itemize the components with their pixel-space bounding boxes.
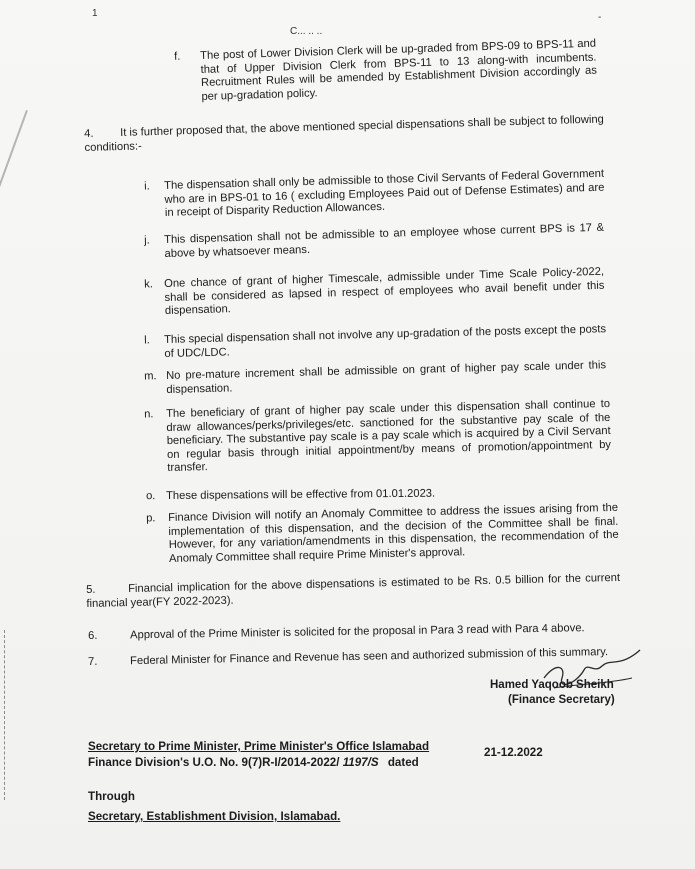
paragraph-number: 4. bbox=[84, 127, 94, 140]
condition-letter: l. bbox=[144, 334, 150, 347]
item-f bbox=[174, 37, 598, 105]
condition-m bbox=[144, 359, 607, 397]
condition-text: Finance Division will notify an Anomaly Committee to address the issues arising from the implementation of this dispensation, and the decision of the Committee shall be final. However, for any variation/amendments in this dispensation, the recommendation of the Anomaly Committee shall require Prime Minister's approval. bbox=[168, 501, 619, 565]
paragraph-text: Financial implication for the above dispensations is estimated to be Rs. 0.5 billion for the current financial year(FY 2022-2023). bbox=[86, 571, 621, 610]
signatory-title: (Finance Secretary) bbox=[508, 694, 615, 706]
condition-letter: m. bbox=[144, 370, 157, 383]
condition-text: No pre-mature increment shall be admissible on grant of higher pay scale under this dispensation. bbox=[166, 359, 607, 396]
condition-text: One chance of grant of higher Timescale, admissible under Time Scale Policy-2022, shall be considered as lapsed in respect of employees who avail benefit under this dispensation. bbox=[164, 265, 605, 318]
condition-p bbox=[146, 501, 619, 567]
condition-letter: p. bbox=[146, 512, 156, 525]
signatory-name: Hamed Yaqoob Sheikh bbox=[490, 679, 614, 691]
condition-text: The dispensation shall only be admissible to those Civil Servants of Federal Government who are in BPS-01 to 16 ( excluding Employees Paid out of Defense Estimates) and are in receipt of Disparity Reduction Allowances. bbox=[164, 167, 605, 220]
paragraph-number: 6. bbox=[88, 629, 98, 642]
header-mark-center: C... .. .. bbox=[290, 26, 323, 37]
condition-text: This dispensation shall not be admissible to an employee whose current BPS is 17 & above by whatsoever means. bbox=[164, 221, 605, 260]
item-letter: f. bbox=[174, 50, 181, 63]
condition-letter: j. bbox=[144, 234, 150, 247]
condition-letter: k. bbox=[144, 278, 154, 291]
paragraph-number: 5. bbox=[86, 583, 96, 596]
item-text: The post of Lower Division Clerk will be up-graded from BPS-09 to BPS-11 and that of Upper Division Clerk from BPS-11 to 13 along-with incumbents. Recruitment Rules will be amended by Establishment Division accordingly as per up-gradation policy. bbox=[200, 37, 598, 103]
paragraph-5 bbox=[86, 572, 620, 611]
paragraph-text: Approval of the Prime Minister is solicited for the proposal in Para 3 read with Para 4 above. bbox=[129, 622, 585, 642]
paragraph-number: 7. bbox=[88, 655, 98, 668]
paragraph-4 bbox=[84, 113, 605, 155]
paragraph-6 bbox=[88, 622, 628, 644]
signature-block bbox=[490, 678, 650, 708]
condition-k bbox=[144, 265, 605, 319]
paragraph-text: It is further proposed that, the above mentioned special dispensations shall be subject to following conditions:- bbox=[84, 113, 604, 154]
via-line: Secretary, Establishment Division, Islamabad. bbox=[88, 810, 341, 823]
dated-label: dated bbox=[387, 756, 419, 769]
condition-text: These dispensations will be effective from 01.01.2023. bbox=[166, 487, 436, 502]
condition-letter: n. bbox=[144, 408, 154, 421]
condition-l bbox=[144, 323, 607, 361]
header-mark-left: 1 bbox=[92, 8, 98, 19]
uo-date: 21-12.2022 bbox=[484, 746, 543, 759]
condition-letter: o. bbox=[146, 490, 156, 503]
condition-o bbox=[146, 486, 610, 503]
margin-dashed-line bbox=[4, 630, 6, 800]
condition-text: The beneficiary of grant of higher pay scale under this dispensation shall continue to draw allowances/perks/privileges/etc. sanctioned for the substantive pay scale of the beneficiary. The substantive pay scale is a pay scale which is acquired by a Civil Servant on regular basis through initial appointment/by means of promotion/appointment by transfer. bbox=[166, 397, 612, 475]
condition-j bbox=[144, 221, 605, 261]
uo-number: 1197/S bbox=[342, 756, 379, 769]
uo-label: Finance Division's U.O. No. 9(7)R-I/2014-2022/ bbox=[88, 756, 340, 769]
margin-pen-stroke bbox=[0, 110, 28, 289]
through-label: Through bbox=[88, 790, 136, 803]
condition-i bbox=[144, 167, 605, 221]
condition-letter: i. bbox=[144, 180, 150, 193]
paragraph-text: Federal Minister for Finance and Revenue has seen and authorized submission of this summary. bbox=[129, 646, 609, 668]
addressee-line: Secretary to Prime Minister, Prime Minister's Office Islamabad bbox=[88, 740, 430, 753]
condition-n bbox=[144, 397, 612, 476]
header-mark-right: - bbox=[598, 12, 602, 23]
condition-text: This special dispensation shall not involve any up-gradation of the posts except the posts of UDC/LDC. bbox=[164, 323, 607, 360]
